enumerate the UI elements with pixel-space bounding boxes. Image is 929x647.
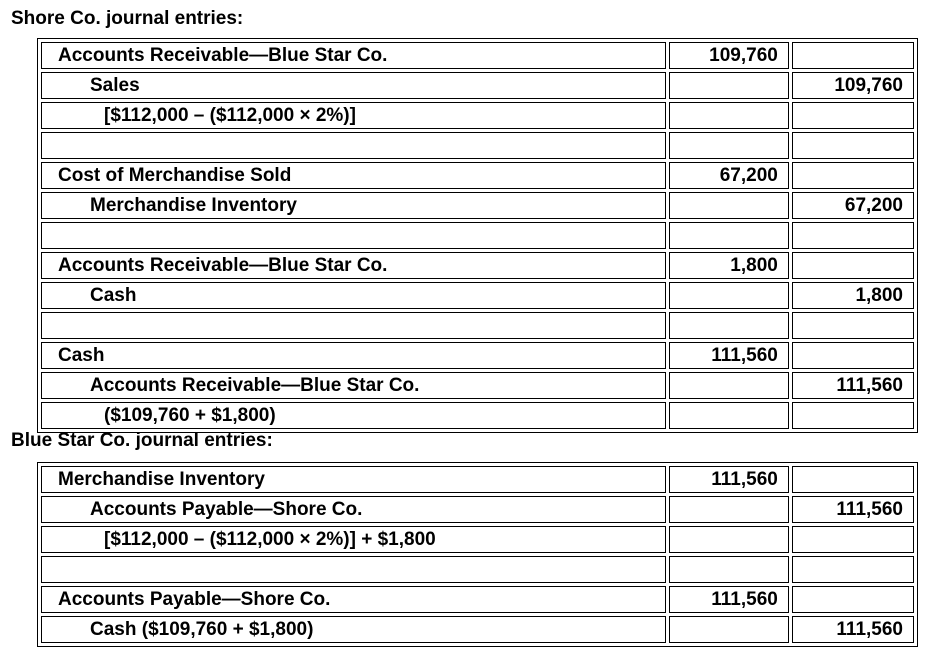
account-cell: Merchandise Inventory xyxy=(41,466,666,493)
journal-row xyxy=(41,312,914,339)
credit-cell xyxy=(792,402,914,429)
credit-cell xyxy=(792,222,914,249)
account-cell: Cost of Merchandise Sold xyxy=(41,162,666,189)
debit-cell: 111,560 xyxy=(669,466,789,493)
bluestar-journal-table xyxy=(37,462,918,647)
account-cell xyxy=(41,132,666,159)
debit-cell xyxy=(669,402,789,429)
account-cell: Accounts Receivable—Blue Star Co. xyxy=(41,372,666,399)
journal-row xyxy=(41,342,914,369)
account-cell: Merchandise Inventory xyxy=(41,192,666,219)
debit-cell xyxy=(669,312,789,339)
journal-row xyxy=(41,42,914,69)
credit-cell xyxy=(792,526,914,553)
journal-row xyxy=(41,192,914,219)
credit-cell xyxy=(792,586,914,613)
account-cell: ($109,760 + $1,800) xyxy=(41,402,666,429)
debit-cell: 1,800 xyxy=(669,252,789,279)
credit-cell: 111,560 xyxy=(792,372,914,399)
journal-row xyxy=(41,466,914,493)
credit-cell xyxy=(792,102,914,129)
shore-journal-table xyxy=(37,38,918,433)
debit-cell xyxy=(669,372,789,399)
account-cell: [$112,000 – ($112,000 × 2%)] xyxy=(41,102,666,129)
account-cell: Accounts Receivable—Blue Star Co. xyxy=(41,42,666,69)
bluestar-journal-heading: Blue Star Co. journal entries: xyxy=(11,430,273,451)
account-cell: Accounts Payable—Shore Co. xyxy=(41,496,666,523)
account-cell: Accounts Receivable—Blue Star Co. xyxy=(41,252,666,279)
debit-cell xyxy=(669,102,789,129)
journal-row xyxy=(41,402,914,429)
debit-cell xyxy=(669,526,789,553)
credit-cell xyxy=(792,252,914,279)
journal-row xyxy=(41,586,914,613)
credit-cell xyxy=(792,132,914,159)
journal-row xyxy=(41,616,914,643)
debit-cell: 67,200 xyxy=(669,162,789,189)
debit-cell xyxy=(669,72,789,99)
credit-cell: 1,800 xyxy=(792,282,914,309)
journal-row xyxy=(41,372,914,399)
credit-cell: 111,560 xyxy=(792,496,914,523)
credit-cell xyxy=(792,42,914,69)
account-cell xyxy=(41,222,666,249)
debit-cell xyxy=(669,556,789,583)
journal-row xyxy=(41,222,914,249)
shore-journal-heading: Shore Co. journal entries: xyxy=(11,8,244,29)
credit-cell: 67,200 xyxy=(792,192,914,219)
credit-cell: 109,760 xyxy=(792,72,914,99)
debit-cell xyxy=(669,616,789,643)
journal-row xyxy=(41,496,914,523)
debit-cell: 111,560 xyxy=(669,586,789,613)
credit-cell xyxy=(792,312,914,339)
account-cell xyxy=(41,312,666,339)
journal-row xyxy=(41,252,914,279)
journal-row xyxy=(41,526,914,553)
debit-cell xyxy=(669,282,789,309)
debit-cell xyxy=(669,192,789,219)
account-cell xyxy=(41,556,666,583)
journal-row xyxy=(41,72,914,99)
debit-cell: 109,760 xyxy=(669,42,789,69)
journal-row xyxy=(41,132,914,159)
journal-row xyxy=(41,282,914,309)
journal-row xyxy=(41,162,914,189)
credit-cell xyxy=(792,556,914,583)
account-cell: Cash ($109,760 + $1,800) xyxy=(41,616,666,643)
debit-cell xyxy=(669,132,789,159)
credit-cell: 111,560 xyxy=(792,616,914,643)
account-cell: Accounts Payable—Shore Co. xyxy=(41,586,666,613)
account-cell: Cash xyxy=(41,282,666,309)
account-cell: Cash xyxy=(41,342,666,369)
journal-row xyxy=(41,556,914,583)
account-cell: Sales xyxy=(41,72,666,99)
debit-cell xyxy=(669,496,789,523)
credit-cell xyxy=(792,342,914,369)
account-cell: [$112,000 – ($112,000 × 2%)] + $1,800 xyxy=(41,526,666,553)
credit-cell xyxy=(792,162,914,189)
journal-row xyxy=(41,102,914,129)
debit-cell: 111,560 xyxy=(669,342,789,369)
credit-cell xyxy=(792,466,914,493)
debit-cell xyxy=(669,222,789,249)
